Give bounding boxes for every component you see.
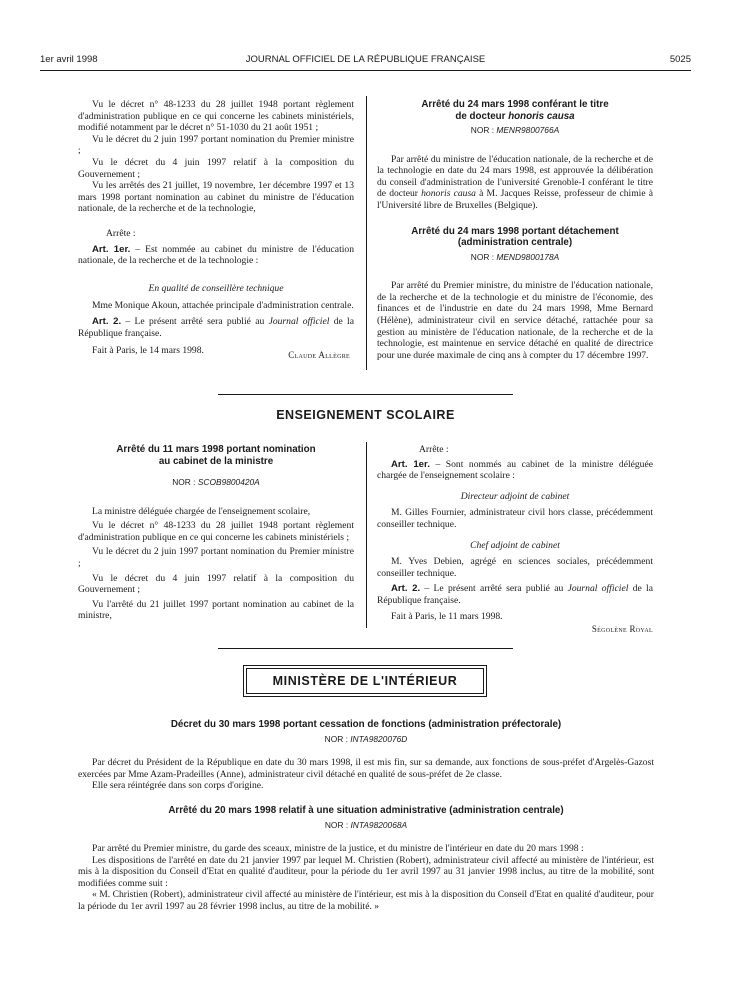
column-divider	[366, 96, 367, 370]
arrete-title: Arrêté du 24 mars 1998 conférant le titre de docteur honoris causa	[421, 99, 609, 122]
arrete-label: Arrête :	[106, 227, 136, 239]
signature-line	[78, 345, 354, 361]
section-title: ENSEIGNEMENT SCOLAIRE	[276, 408, 455, 422]
fait-a-paris: Fait à Paris, le 11 mars 1998.	[391, 610, 503, 622]
visa-paragraph: Vu le décret du 4 juin 1997 relatif à la composition du Gouvernement ;	[78, 572, 354, 596]
visa-paragraph: Vu l'arrêté du 21 juillet 1997 portant nomination au cabinet de la ministre,	[78, 598, 354, 622]
header-date: 1er avril 1998	[40, 54, 98, 65]
arrete-block	[78, 805, 654, 913]
decree-body: Elle sera réintégrée dans son corps d'origine.	[92, 780, 264, 792]
arrete-label: Arrête :	[419, 444, 449, 455]
section-rule	[218, 648, 513, 649]
header-rule	[40, 70, 691, 71]
arrete-body: Par arrêté du ministre de l'éducation nationale, de la recherche et de la technologie en date du 24 mars 1998, est approuvée la délibération du conseil d'administration de l'université Grenoble-I conférant le titre de docteur honoris causa à M. Jacques Reisse, professeur de chimie à l'Université libre de Bruxelles (Belgique).	[377, 153, 653, 211]
quality-heading: En qualité de conseillère technique	[148, 282, 284, 294]
decree-title: Décret du 30 mars 1998 portant cessation de fonctions (administration préfectorale)	[170, 719, 562, 730]
page-number: 5025	[669, 54, 691, 65]
nor-reference: NOR : MEND9800178A	[470, 251, 560, 262]
nor-reference: NOR : INTA9820068A	[324, 819, 408, 830]
article-2: Art. 2. – Le présent arrêté sera publié au Journal officiel de la République française.	[377, 583, 653, 606]
nor-reference: NOR : SCOB9800420A	[172, 477, 260, 487]
article-2: Art. 2. – Le présent arrêté sera publié au Journal officiel de la République française.	[78, 315, 354, 339]
visa-paragraph: Vu le décret du 2 juin 1997 portant nomination du Premier ministre ;	[78, 546, 354, 569]
article-1: Art. 1er. – Est nommée au cabinet du ministre de l'éducation nationale, de la recherche et de la technologie :	[78, 243, 354, 267]
quality-heading: Directeur adjoint de cabinet	[460, 490, 570, 502]
column-divider	[366, 442, 367, 628]
left-column-top	[78, 99, 354, 361]
arrete-title: Arrêté du 24 mars 1998 portant détachement (administration centrale)	[411, 225, 619, 249]
visa-paragraph: Vu le décret n° 48-1233 du 28 juillet 1948 portant règlement d'administration publique en ce qui concerne les cabinets ministériels ;	[78, 520, 354, 543]
quality-heading: Chef adjoint de cabinet	[470, 539, 560, 551]
fait-a-paris: Fait à Paris, le 14 mars 1998.	[92, 345, 204, 357]
appointee: M. Yves Debien, agrégé en sciences sociales, précédemment conseiller technique.	[377, 556, 653, 579]
journal-title: JOURNAL OFFICIEL DE LA RÉPUBLIQUE FRANÇAISE	[245, 54, 486, 65]
signature: Ségolène Royal	[591, 624, 653, 635]
article-1: Art. 1er. – Sont nommés au cabinet de la ministre déléguée chargée de l'enseignement scolaire :	[377, 458, 653, 482]
appointee: M. Gilles Fournier, administrateur civil hors classe, précédemment conseiller technique.	[377, 507, 653, 530]
arrete-body: Par arrêté du Premier ministre, du ministre de l'éducation nationale, de la recherche et de la technologie et du ministre de l'économie, des finances et de l'industrie en date du 24 mars 1998, Mme Bernard (Hélène), administrateur civil en service détaché, rattachée pour sa gestion au ministère de l'éducation nationale, de la recherche et de la technologie, est maintenue en service détaché en qualité de directrice pour une durée maximale de cinq ans à compter du 17 décembre 1997.	[377, 280, 653, 361]
preamble: La ministre déléguée chargée de l'enseignement scolaire,	[92, 505, 311, 517]
section-rule	[218, 394, 513, 395]
visa-paragraph: Vu le décret du 4 juin 1997 relatif à la composition du Gouvernement ;	[78, 156, 354, 180]
right-column-mid	[377, 444, 653, 636]
ministry-title: MINISTÈRE DE L'INTÉRIEUR	[246, 668, 484, 694]
visa-paragraph: Vu le décret n° 48-1233 du 28 juillet 1948 portant règlement d'administration publique en ce qui concerne les cabinets ministériels, modifié notamment par le décret n° 51-1030 du 21 août 1951 ;	[78, 99, 354, 134]
decree-body: Par décret du Président de la République en date du 30 mars 1998, il est mis fin, sur sa demande, aux fonctions de sous-préfet d'Argelès-Gazost exercées par Mme Azam-Pradeilles (Anne), administrateur civil détaché en qualité de sous-préfet de 2e classe.	[78, 757, 654, 780]
nor-reference: NOR : MENR9800766A	[470, 125, 560, 135]
arrete-title: Arrêté du 20 mars 1998 relatif à une situation administrative (administration centrale)	[168, 805, 564, 816]
appointee: Mme Monique Akoun, attachée principale d'administration centrale.	[92, 300, 354, 312]
arrete-body: Par arrêté du Premier ministre, du garde des sceaux, ministre de la justice, et du ministre de l'intérieur en date du 20 mars 1998 :	[92, 843, 584, 855]
nor-reference: NOR : INTA9820076D	[324, 733, 408, 744]
left-column-mid	[78, 444, 354, 622]
visa-paragraph: Vu les arrêtés des 21 juillet, 19 novembre, 1er décembre 1997 et 13 mars 1998 portant nomination au cabinet du ministre de l'éducation nationale, de la recherche et de la technologie,	[78, 180, 354, 215]
arrete-title: Arrêté du 11 mars 1998 portant nomination au cabinet de la ministre	[116, 444, 316, 467]
arrete-body: Les dispositions de l'arrêté en date du 21 janvier 1997 par lequel M. Christien (Robert), administrateur civil affecté au ministère de l'intérieur, est mis à la disposition du Conseil d'Etat en qualité d'auditeur, pour la période du 1er avril 1997 au 31 janvier 1998 inclus, au titre de la mobilité, sont modifiées comme suit :	[78, 854, 654, 889]
decree-block	[78, 719, 654, 792]
signature: Claude Allègre	[288, 350, 350, 361]
visa-paragraph: Vu le décret du 2 juin 1997 portant nomination du Premier ministre ;	[78, 133, 354, 157]
arrete-body: « M. Christien (Robert), administrateur civil affecté au ministère de l'intérieur, est mis à la disposition du Conseil d'Etat en qualité d'auditeur, pour la période du 1er avril 1997 au 28 février 1998 inclus, au titre de la mobilité. »	[78, 889, 654, 913]
right-column-top	[377, 99, 653, 361]
page-header	[40, 54, 691, 70]
